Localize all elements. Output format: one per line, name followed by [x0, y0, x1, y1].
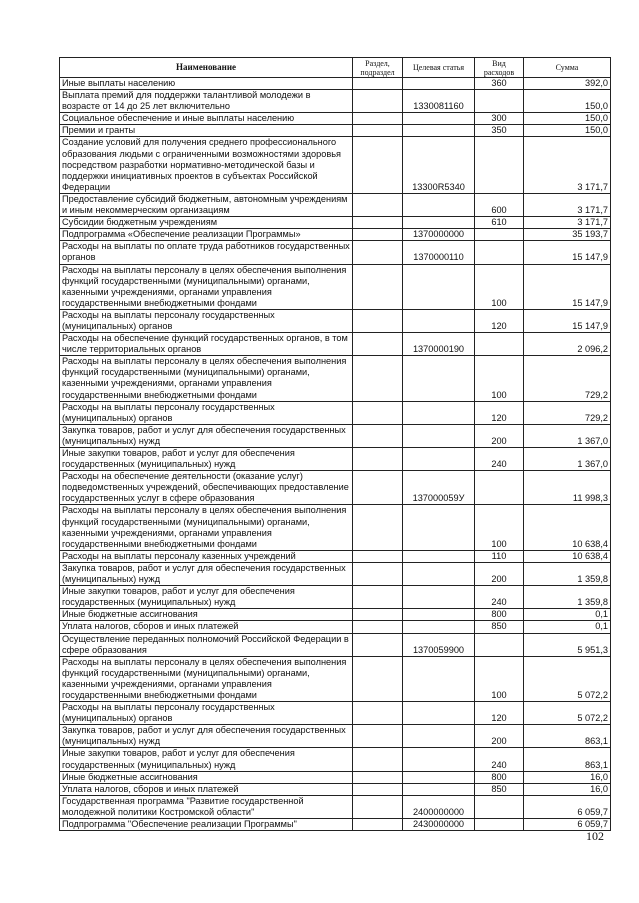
row-target-article [403, 217, 475, 229]
row-name: Иные бюджетные ассигнования [60, 609, 353, 621]
row-name: Предоставление субсидий бюджетным, автономным учреждениям и иным некоммерческим организациям [60, 193, 353, 216]
row-section [353, 309, 403, 332]
row-target-article: 1370000190 [403, 333, 475, 356]
row-name: Расходы на выплаты персоналу в целях обеспечения выполнения функций государственными (муниципальными) органами, казенными учреждениями, органами управления государственными внебюджетными фондами [60, 656, 353, 701]
header-name: Наименование [60, 58, 353, 78]
row-expense-type [475, 90, 524, 113]
table-row [60, 241, 611, 264]
row-expense-type: 200 [475, 424, 524, 447]
row-target-article: 1370000000 [403, 229, 475, 241]
table-row [60, 621, 611, 633]
row-target-article: 13300R5340 [403, 137, 475, 193]
row-section [353, 633, 403, 656]
row-amount: 11 998,3 [524, 471, 611, 505]
row-section [353, 819, 403, 831]
row-name: Иные закупки товаров, работ и услуг для обеспечения государственных (муниципальных) нужд [60, 448, 353, 471]
row-name: Социальное обеспечение и иные выплаты населению [60, 113, 353, 125]
row-expense-type [475, 229, 524, 241]
row-section [353, 333, 403, 356]
row-section [353, 137, 403, 193]
row-section [353, 550, 403, 562]
table-row [60, 264, 611, 309]
row-name: Расходы на выплаты персоналу государственных (муниципальных) органов [60, 309, 353, 332]
row-amount: 150,0 [524, 125, 611, 137]
row-target-article [403, 78, 475, 90]
row-target-article [403, 550, 475, 562]
row-name: Подпрограмма "Обеспечение реализации Программы" [60, 819, 353, 831]
row-amount: 15 147,9 [524, 241, 611, 264]
table-row [60, 586, 611, 609]
row-section [353, 795, 403, 818]
row-amount: 6 059,7 [524, 819, 611, 831]
row-section [353, 783, 403, 795]
row-section [353, 471, 403, 505]
row-amount: 3 171,7 [524, 137, 611, 193]
row-amount: 3 171,7 [524, 193, 611, 216]
table-row [60, 702, 611, 725]
row-section [353, 748, 403, 771]
row-expense-type: 240 [475, 586, 524, 609]
row-expense-type: 100 [475, 356, 524, 401]
row-section [353, 586, 403, 609]
row-name: Закупка товаров, работ и услуг для обеспечения государственных (муниципальных) нужд [60, 562, 353, 585]
row-section [353, 229, 403, 241]
row-name: Расходы на выплаты персоналу в целях обеспечения выполнения функций государственными (муниципальными) органами, казенными учреждениями, органами управления государственными внебюджетными фондами [60, 264, 353, 309]
table-row [60, 725, 611, 748]
row-target-article [403, 702, 475, 725]
row-amount: 5 072,2 [524, 656, 611, 701]
header-exptype: Вид расходов [475, 58, 524, 78]
table-row [60, 78, 611, 90]
row-target-article [403, 356, 475, 401]
table-row [60, 562, 611, 585]
row-amount: 1 367,0 [524, 424, 611, 447]
row-section [353, 656, 403, 701]
row-target-article [403, 113, 475, 125]
row-target-article [403, 586, 475, 609]
row-name: Уплата налогов, сборов и иных платежей [60, 621, 353, 633]
row-target-article [403, 505, 475, 550]
row-name: Расходы на выплаты персоналу в целях обеспечения выполнения функций государственными (муниципальными) органами, казенными учреждениями, органами управления государственными внебюджетными фондами [60, 356, 353, 401]
row-section [353, 771, 403, 783]
table-row [60, 90, 611, 113]
row-name: Премии и гранты [60, 125, 353, 137]
page-number: 102 [586, 829, 604, 843]
row-target-article [403, 264, 475, 309]
row-section [353, 621, 403, 633]
row-amount: 0,1 [524, 621, 611, 633]
row-amount: 863,1 [524, 725, 611, 748]
row-target-article [403, 424, 475, 447]
row-amount: 729,2 [524, 401, 611, 424]
row-section [353, 264, 403, 309]
row-target-article [403, 783, 475, 795]
row-target-article: 1330081160 [403, 90, 475, 113]
row-expense-type: 360 [475, 78, 524, 90]
table-row [60, 783, 611, 795]
row-expense-type: 800 [475, 609, 524, 621]
row-amount: 392,0 [524, 78, 611, 90]
row-section [353, 448, 403, 471]
row-amount: 35 193,7 [524, 229, 611, 241]
table-row [60, 401, 611, 424]
table-row [60, 795, 611, 818]
row-expense-type: 120 [475, 309, 524, 332]
row-amount: 16,0 [524, 783, 611, 795]
row-name: Расходы на обеспечение деятельности (оказание услуг) подведомственных учреждений, обеспечивающих предоставление государственных услуг в сфере образования [60, 471, 353, 505]
row-amount: 5 072,2 [524, 702, 611, 725]
row-target-article: 2430000000 [403, 819, 475, 831]
row-expense-type: 200 [475, 562, 524, 585]
row-name: Подпрограмма «Обеспечение реализации Программы» [60, 229, 353, 241]
row-amount: 15 147,9 [524, 264, 611, 309]
row-expense-type: 240 [475, 448, 524, 471]
row-target-article [403, 401, 475, 424]
row-expense-type: 110 [475, 550, 524, 562]
row-section [353, 241, 403, 264]
row-name: Расходы на выплаты персоналу государственных (муниципальных) органов [60, 702, 353, 725]
header-amount: Сумма [524, 58, 611, 78]
table-row [60, 333, 611, 356]
row-name: Закупка товаров, работ и услуг для обеспечения государственных (муниципальных) нужд [60, 725, 353, 748]
row-amount: 16,0 [524, 771, 611, 783]
row-expense-type [475, 333, 524, 356]
table-row [60, 819, 611, 831]
table-row [60, 656, 611, 701]
row-target-article [403, 193, 475, 216]
row-amount: 5 951,3 [524, 633, 611, 656]
table-row [60, 125, 611, 137]
row-expense-type: 800 [475, 771, 524, 783]
row-target-article: 1370059900 [403, 633, 475, 656]
table-row [60, 137, 611, 193]
row-expense-type: 120 [475, 702, 524, 725]
row-section [353, 725, 403, 748]
table-header-row [60, 58, 611, 78]
row-name: Выплата премий для поддержки талантливой молодежи в возрасте от 14 до 25 лет включительно [60, 90, 353, 113]
row-section [353, 609, 403, 621]
row-expense-type [475, 471, 524, 505]
row-target-article [403, 309, 475, 332]
row-name: Расходы на выплаты персоналу государственных (муниципальных) органов [60, 401, 353, 424]
table-row [60, 356, 611, 401]
row-name: Уплата налогов, сборов и иных платежей [60, 783, 353, 795]
table-row [60, 471, 611, 505]
row-target-article [403, 656, 475, 701]
row-target-article [403, 748, 475, 771]
row-amount: 15 147,9 [524, 309, 611, 332]
table-row [60, 771, 611, 783]
row-amount: 6 059,7 [524, 795, 611, 818]
row-name: Осуществление переданных полномочий Российской Федерации в сфере образования [60, 633, 353, 656]
row-expense-type: 240 [475, 748, 524, 771]
table-row [60, 609, 611, 621]
row-section [353, 356, 403, 401]
row-expense-type [475, 633, 524, 656]
row-section [353, 78, 403, 90]
row-amount: 1 359,8 [524, 586, 611, 609]
table-row [60, 550, 611, 562]
row-expense-type: 100 [475, 264, 524, 309]
row-target-article [403, 609, 475, 621]
row-expense-type: 100 [475, 505, 524, 550]
row-expense-type: 200 [475, 725, 524, 748]
row-amount: 863,1 [524, 748, 611, 771]
row-amount: 10 638,4 [524, 505, 611, 550]
row-section [353, 424, 403, 447]
table-row [60, 113, 611, 125]
row-amount: 2 096,2 [524, 333, 611, 356]
row-section [353, 90, 403, 113]
row-section [353, 193, 403, 216]
row-target-article [403, 448, 475, 471]
row-name: Иные закупки товаров, работ и услуг для обеспечения государственных (муниципальных) нужд [60, 748, 353, 771]
table-row [60, 505, 611, 550]
row-section [353, 401, 403, 424]
row-target-article [403, 125, 475, 137]
row-amount: 150,0 [524, 90, 611, 113]
table-row [60, 448, 611, 471]
row-expense-type: 100 [475, 656, 524, 701]
row-section [353, 505, 403, 550]
table-row [60, 217, 611, 229]
row-amount: 729,2 [524, 356, 611, 401]
row-expense-type [475, 137, 524, 193]
row-expense-type: 850 [475, 783, 524, 795]
row-name: Закупка товаров, работ и услуг для обеспечения государственных (муниципальных) нужд [60, 424, 353, 447]
row-amount: 10 638,4 [524, 550, 611, 562]
row-target-article [403, 621, 475, 633]
row-name: Расходы на обеспечение функций государственных органов, в том числе территориальных органов [60, 333, 353, 356]
row-expense-type: 120 [475, 401, 524, 424]
row-name: Субсидии бюджетным учреждениям [60, 217, 353, 229]
row-name: Иные закупки товаров, работ и услуг для обеспечения государственных (муниципальных) нужд [60, 586, 353, 609]
row-expense-type [475, 795, 524, 818]
row-expense-type: 610 [475, 217, 524, 229]
budget-expenditure-table [59, 57, 611, 831]
row-amount: 150,0 [524, 113, 611, 125]
row-amount: 0,1 [524, 609, 611, 621]
row-expense-type [475, 819, 524, 831]
row-section [353, 113, 403, 125]
table-row [60, 424, 611, 447]
header-target: Целевая статья [403, 58, 475, 78]
table-row [60, 229, 611, 241]
row-name: Государственная программа "Развитие государственной молодежной политики Костромской области" [60, 795, 353, 818]
row-name: Создание условий для получения среднего профессионального образования людьми с ограниченными возможностями здоровья посредством разработки нормативно-методической базы и поддержки инициативных проектов в субъектах Российской Федерации [60, 137, 353, 193]
table-row [60, 633, 611, 656]
table-row [60, 748, 611, 771]
row-target-article [403, 562, 475, 585]
row-name: Иные бюджетные ассигнования [60, 771, 353, 783]
row-name: Расходы на выплаты персоналу в целях обеспечения выполнения функций государственными (муниципальными) органами, казенными учреждениями, органами управления государственными внебюджетными фондами [60, 505, 353, 550]
row-amount: 1 367,0 [524, 448, 611, 471]
row-expense-type [475, 241, 524, 264]
row-target-article: 1370000110 [403, 241, 475, 264]
table-row [60, 309, 611, 332]
row-section [353, 125, 403, 137]
row-amount: 3 171,7 [524, 217, 611, 229]
row-expense-type: 300 [475, 113, 524, 125]
row-name: Иные выплаты населению [60, 78, 353, 90]
row-target-article: 2400000000 [403, 795, 475, 818]
table-row [60, 193, 611, 216]
row-section [353, 702, 403, 725]
row-expense-type: 600 [475, 193, 524, 216]
row-expense-type: 850 [475, 621, 524, 633]
row-section [353, 562, 403, 585]
row-name: Расходы на выплаты по оплате труда работников государственных органов [60, 241, 353, 264]
table-body [60, 78, 611, 831]
row-target-article [403, 725, 475, 748]
row-amount: 1 359,8 [524, 562, 611, 585]
row-expense-type: 350 [475, 125, 524, 137]
row-name: Расходы на выплаты персоналу казенных учреждений [60, 550, 353, 562]
row-target-article [403, 771, 475, 783]
row-section [353, 217, 403, 229]
header-section: Раздел, подраздел [353, 58, 403, 78]
row-target-article: 137000059У [403, 471, 475, 505]
